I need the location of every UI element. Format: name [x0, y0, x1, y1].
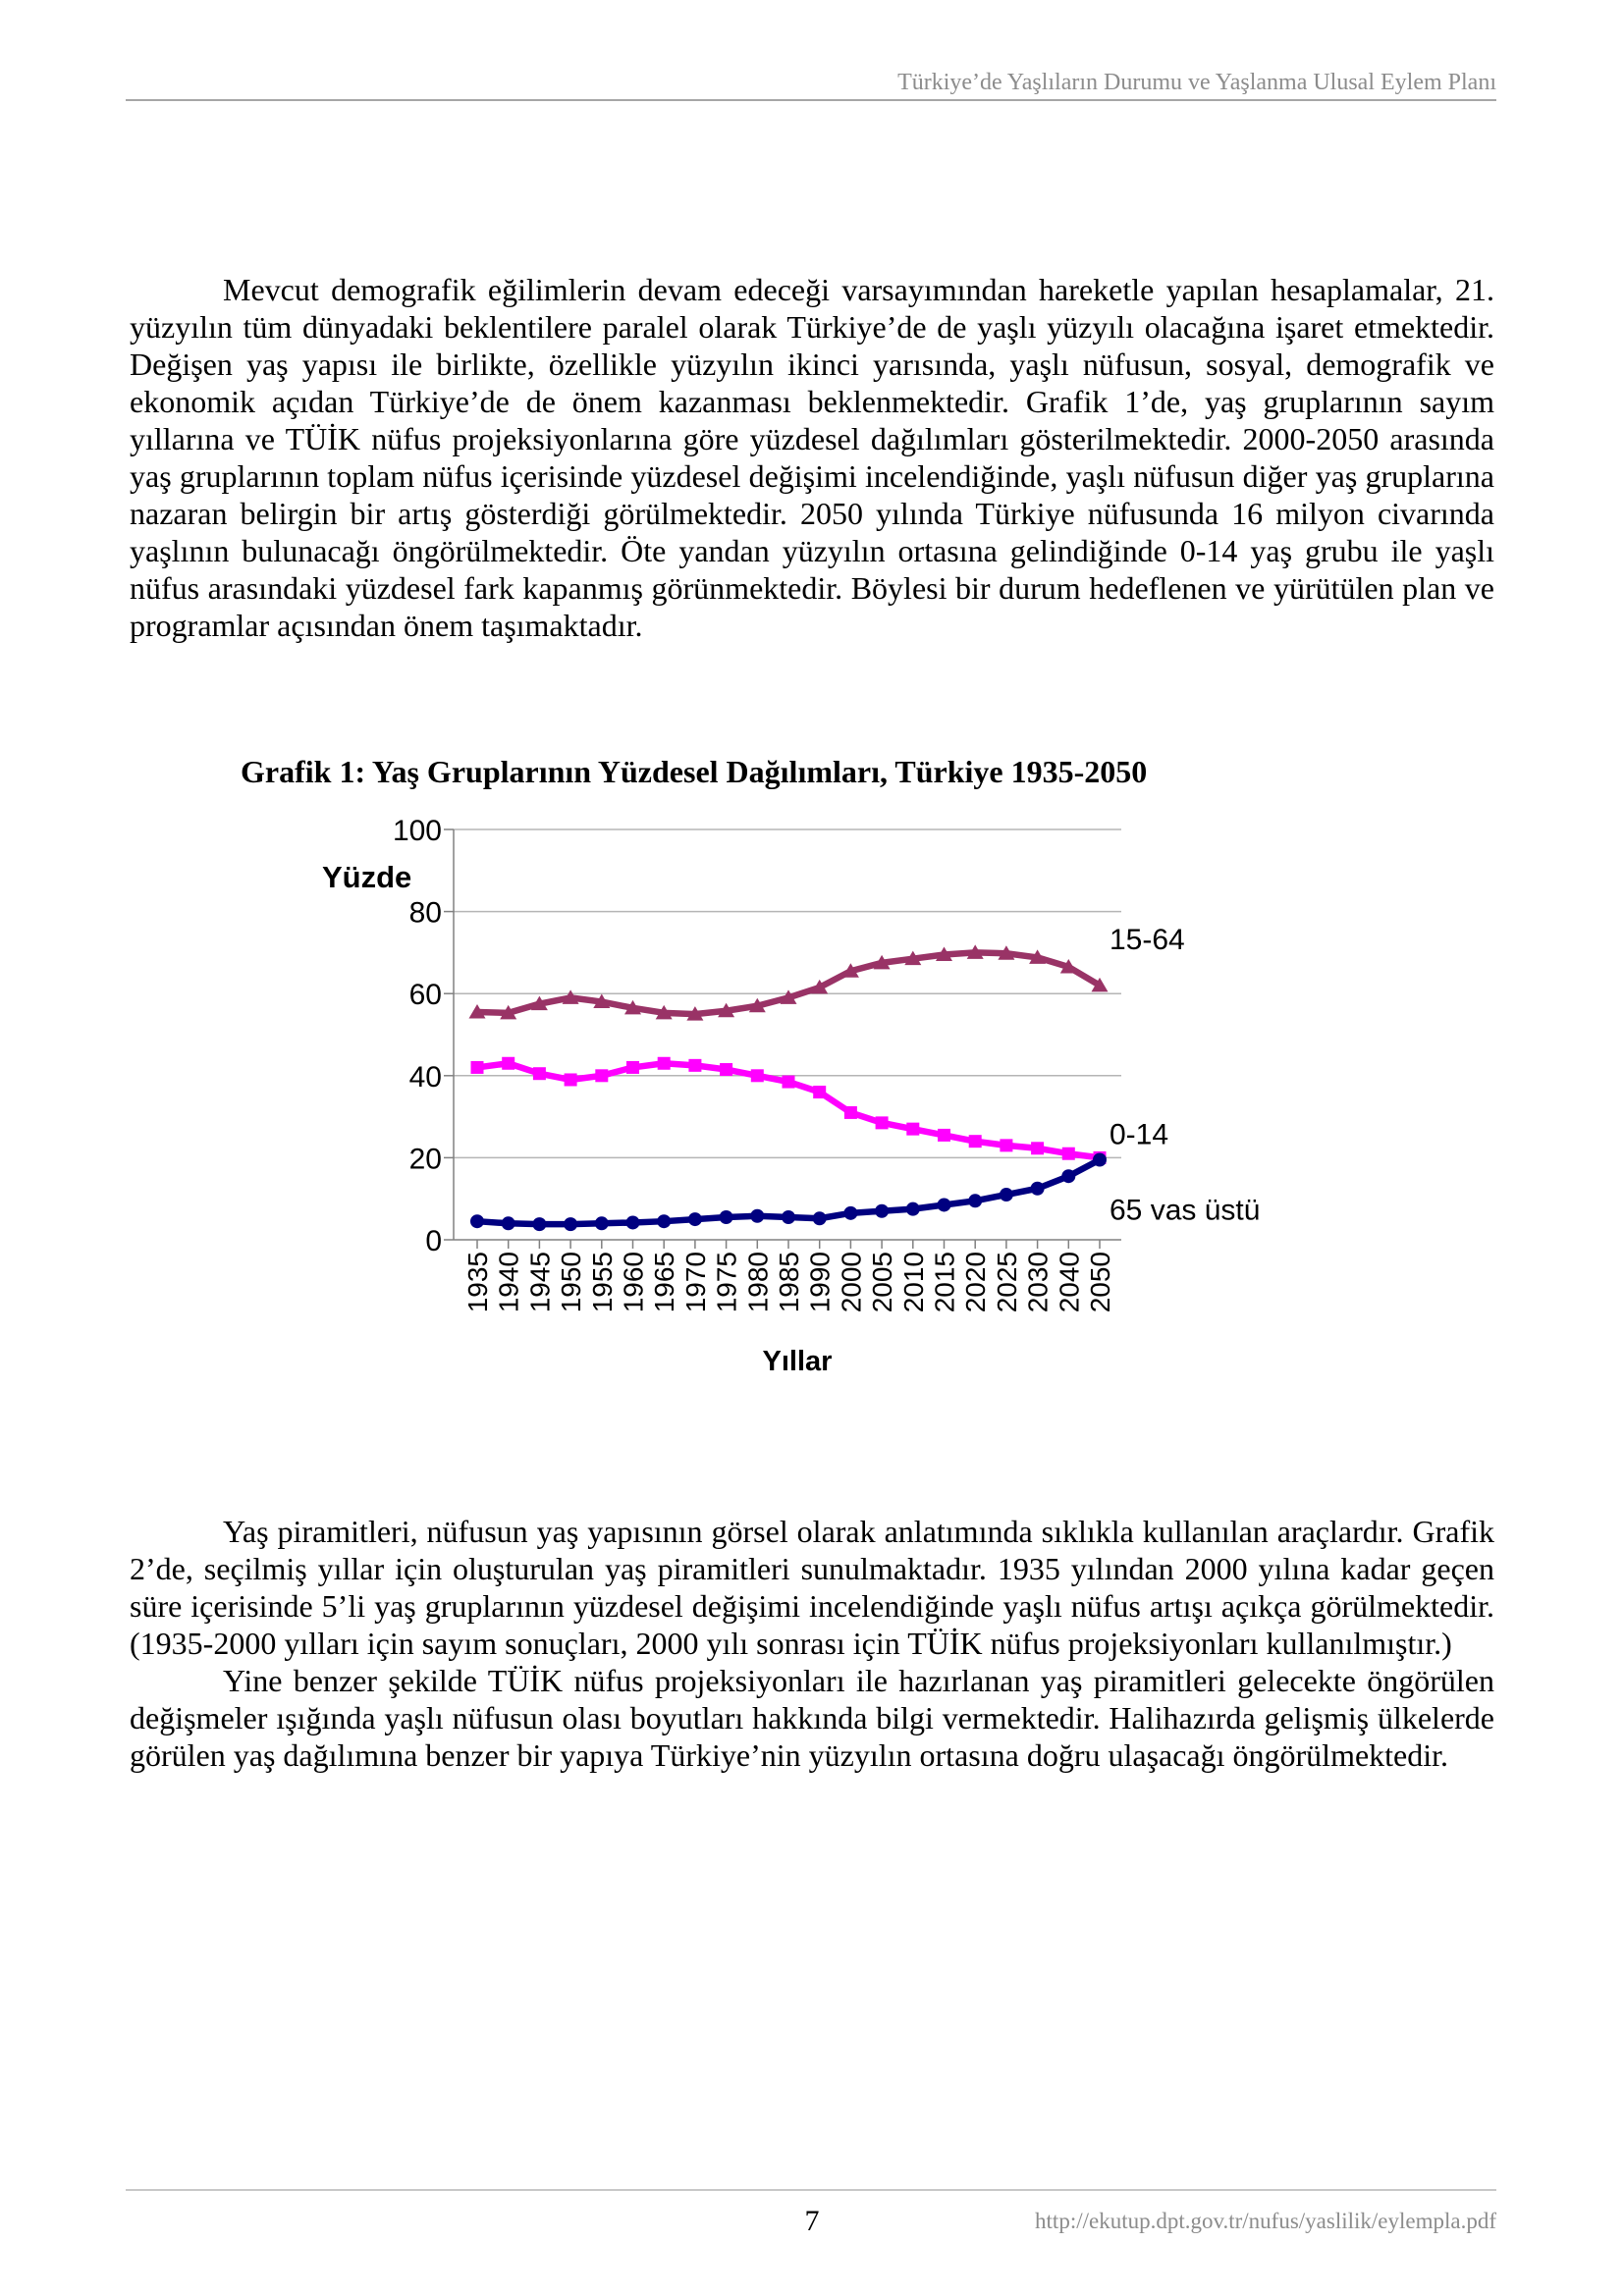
marker-square	[471, 1061, 484, 1074]
marker-square	[533, 1067, 546, 1080]
marker-circle	[720, 1210, 733, 1224]
marker-circle	[532, 1217, 546, 1231]
series-line-15-64	[477, 952, 1100, 1014]
marker-square	[1031, 1142, 1044, 1154]
marker-circle	[470, 1214, 484, 1228]
marker-circle	[813, 1211, 827, 1225]
marker-circle	[906, 1202, 920, 1216]
y-tick-label: 40	[408, 1060, 442, 1094]
marker-square	[813, 1086, 826, 1098]
marker-circle	[843, 1206, 857, 1220]
header-title: Türkiye’de Yaşlıların Durumu ve Yaşlanma Ulusal Eylem Planı	[897, 70, 1496, 95]
marker-square	[1062, 1148, 1075, 1160]
x-tick-label: 2030	[1022, 1252, 1054, 1313]
marker-square	[844, 1106, 857, 1119]
footer-url[interactable]: http://ekutup.dpt.gov.tr/nufus/yaslilik/eylempla.pdf	[1035, 2209, 1496, 2233]
marker-square	[720, 1063, 732, 1076]
marker-circle	[564, 1217, 577, 1231]
x-tick-label: 2000	[836, 1252, 867, 1313]
marker-square	[565, 1073, 577, 1086]
x-tick-label: 1990	[804, 1252, 836, 1313]
marker-square	[938, 1129, 950, 1142]
x-tick-label: 2040	[1054, 1252, 1085, 1313]
header-rule	[126, 99, 1496, 101]
x-tick-label: 2025	[991, 1252, 1022, 1313]
x-tick-label: 1945	[524, 1252, 556, 1313]
series-label-15-64: 15-64	[1110, 923, 1185, 956]
y-axis-title: Yüzde	[322, 860, 412, 894]
marker-circle	[1061, 1169, 1075, 1183]
marker-circle	[938, 1198, 951, 1211]
x-tick-label: 1965	[649, 1252, 680, 1313]
marker-circle	[1031, 1182, 1045, 1196]
marker-square	[969, 1135, 982, 1148]
y-tick-label: 20	[408, 1143, 442, 1176]
body-text-block-1	[130, 271, 1494, 644]
x-tick-label: 1985	[774, 1252, 804, 1313]
x-tick-label: 1935	[462, 1252, 493, 1313]
marker-circle	[750, 1209, 764, 1223]
paragraph-2: Yaş piramitleri, nüfusun yaş yapısının görsel olarak anlatımında sıklıkla kullanılan araçlardır. Grafik 2’de, seçilmiş yıllar için oluşturulan yaş piramitleri sunulmaktadır. 1935 yılından 2000 yılına kadar geçen süre içerisinde 5’li yaş gruplarının yüzdesel değişimi incelendiğinde yaşlı nüfus artışı açıkça görülmektedir. (1935-2000 yılları için sayım sonuçları, 2000 yılı sonrası için TÜİK nüfus projeksiyonları kullanılmıştır.)	[130, 1514, 1494, 1661]
x-tick-label: 2050	[1085, 1252, 1115, 1313]
marker-circle	[875, 1204, 889, 1218]
marker-square	[783, 1076, 795, 1089]
marker-circle	[968, 1194, 982, 1207]
chart-title: Grafik 1: Yaş Gruplarının Yüzdesel Dağılımları, Türkiye 1935-2050	[241, 754, 1148, 789]
x-tick-label: 1970	[679, 1252, 711, 1313]
marker-square	[688, 1059, 701, 1072]
marker-circle	[1093, 1152, 1107, 1166]
marker-circle	[688, 1212, 702, 1226]
age-groups-line-chart	[226, 815, 1306, 1384]
page-number: 7	[804, 2205, 820, 2237]
marker-square	[1000, 1139, 1012, 1151]
x-tick-label: 2010	[897, 1252, 929, 1313]
footer-rule	[126, 2189, 1496, 2191]
marker-square	[595, 1069, 608, 1082]
marker-circle	[782, 1210, 795, 1224]
x-tick-label: 1950	[556, 1252, 587, 1313]
marker-circle	[595, 1216, 609, 1230]
x-tick-label: 1960	[618, 1252, 649, 1313]
x-tick-label: 2020	[960, 1252, 992, 1313]
y-tick-label: 80	[408, 896, 442, 930]
marker-square	[906, 1123, 919, 1136]
marker-circle	[1000, 1188, 1013, 1201]
marker-square	[626, 1061, 639, 1074]
marker-circle	[657, 1214, 671, 1228]
x-tick-label: 1975	[711, 1252, 742, 1313]
series-label-0-14: 0-14	[1110, 1118, 1169, 1151]
body-text-block-2	[130, 1513, 1494, 1774]
marker-circle	[626, 1215, 640, 1229]
y-tick-label: 100	[392, 815, 442, 847]
y-tick-label: 60	[408, 979, 442, 1012]
series-label-65-vas-üstü: 65 vas üstü	[1110, 1194, 1261, 1227]
marker-square	[502, 1057, 514, 1070]
x-tick-label: 2005	[867, 1252, 898, 1313]
x-axis-title: Yıllar	[762, 1346, 833, 1377]
x-tick-label: 1955	[586, 1252, 618, 1313]
x-tick-label: 2015	[929, 1252, 960, 1313]
x-tick-label: 1940	[493, 1252, 524, 1313]
paragraph-1: Mevcut demografik eğilimlerin devam edeceği varsayımından hareketle yapılan hesaplamalar, 21. yüzyılın tüm dünyadaki beklentilere paralel olarak Türkiye’de de yaşlı yüzyılı olacağına işaret etmektedir. Değişen yaş yapısı ile birlikte, özellikle yüzyılın ikinci yarısında, yaşlı nüfusun, sosyal, demografik ve ekonomik açıdan Türkiye’de de önem kazanması beklenmektedir. Grafik 1’de, yaş gruplarının sayım yıllarına ve TÜİK nüfus projeksiyonlarına göre yüzdesel dağılımları gösterilmektedir. 2000-2050 arasında yaş gruplarının toplam nüfus içerisinde yüzdesel değişimi incelendiğinde, yaşlı nüfusun diğer yaş gruplarına nazaran belirgin bir artış gösterdiği görülmektedir. 2050 yılında Türkiye nüfusunda 16 milyon civarında yaşlının bulunacağı öngörülmektedir. Öte yandan yüzyılın ortasına gelindiğinde 0-14 yaş grubu ile yaşlı nüfus arasındaki yüzdesel fark kapanmış görünmektedir. Böylesi bir durum hedeflenen ve yürütülen plan ve programlar açısından önem taşımaktadır.	[130, 272, 1494, 643]
x-tick-label: 1980	[742, 1252, 774, 1313]
marker-square	[876, 1116, 889, 1129]
y-tick-label: 0	[425, 1225, 442, 1257]
marker-square	[751, 1069, 764, 1082]
paragraph-3: Yine benzer şekilde TÜİK nüfus projeksiyonları ile hazırlanan yaş piramitleri gelecekte öngörülen değişmeler ışığında yaşlı nüfusun olası boyutları hakkında bilgi vermektedir. Halihazırda gelişmiş ülkelerde görülen yaş dağılımına benzer bir yapıya Türkiye’nin yüzyılın ortasına doğru ulaşacağı öngörülmektedir.	[130, 1663, 1494, 1773]
marker-circle	[502, 1216, 515, 1230]
marker-square	[658, 1057, 671, 1070]
